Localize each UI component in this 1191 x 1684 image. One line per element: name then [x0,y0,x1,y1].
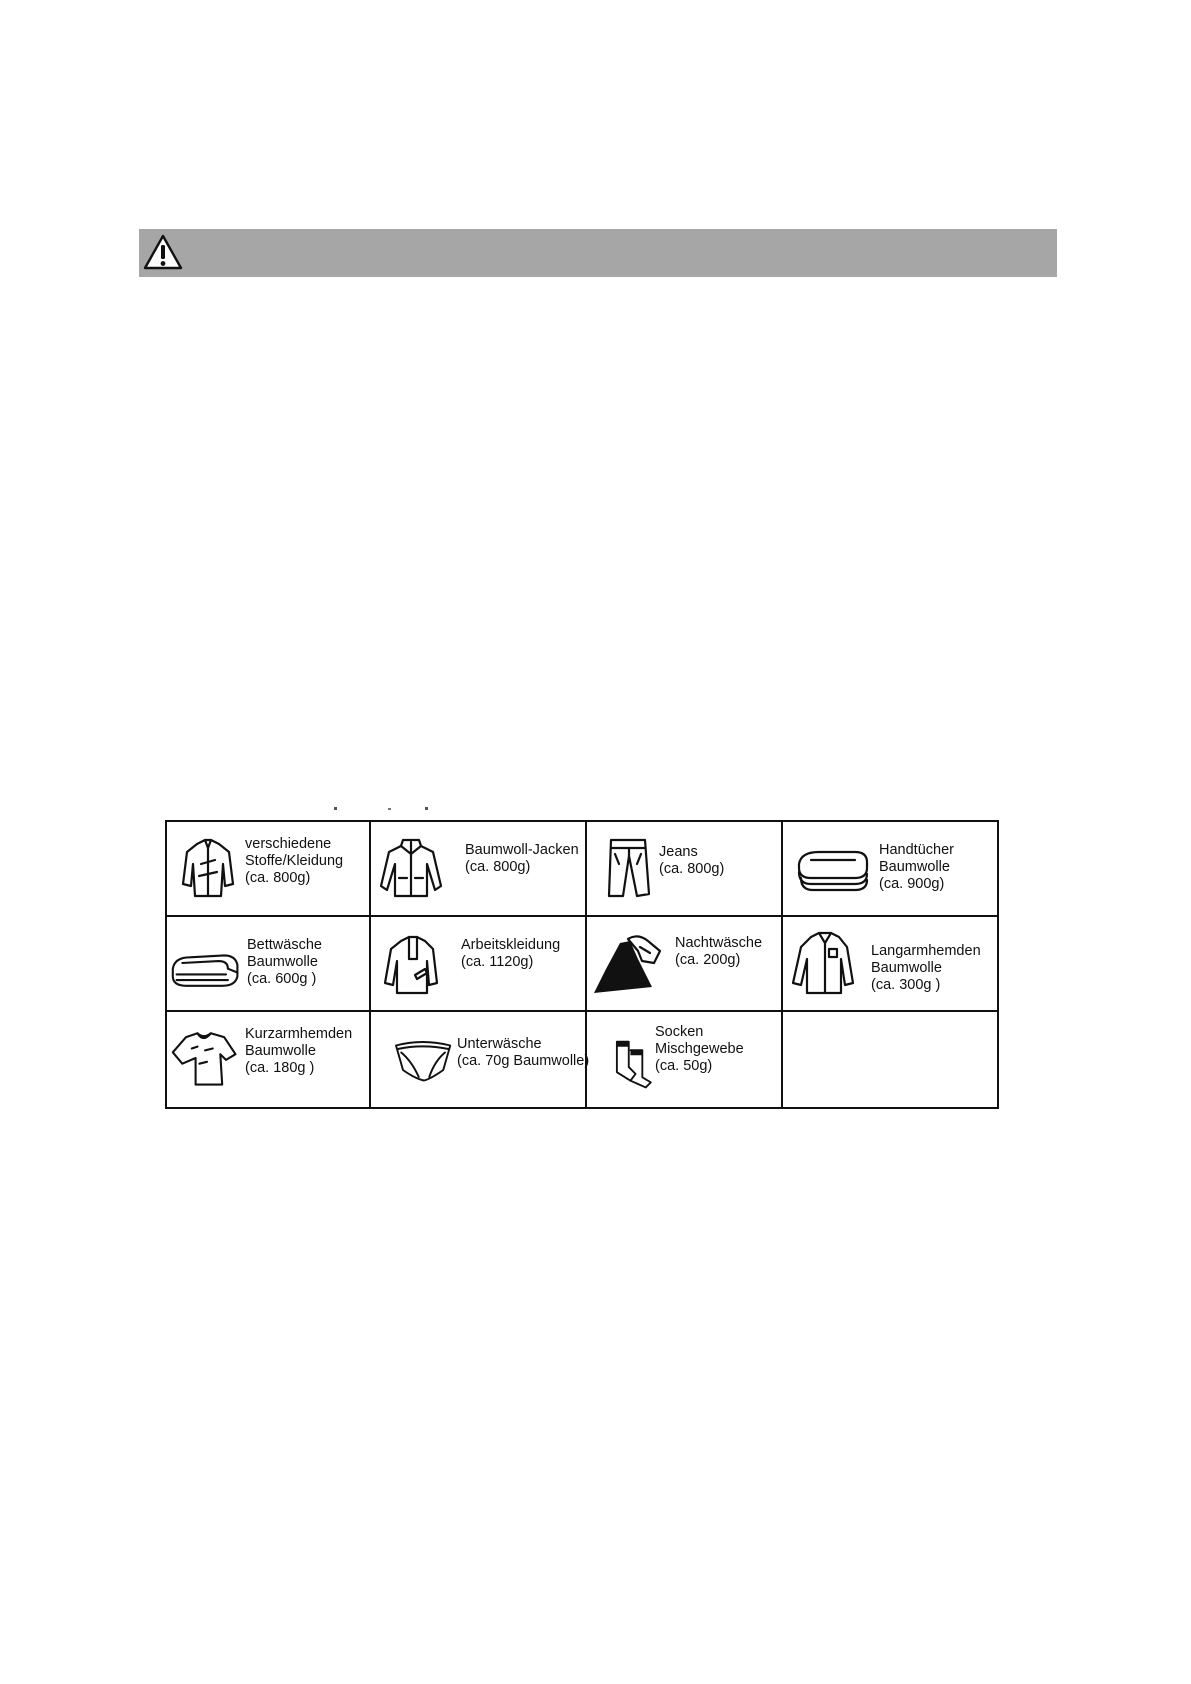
shirt-icon [175,834,241,902]
cell-line: Socken [655,1024,704,1040]
cell-line: Baumwoll-Jacken [465,842,579,858]
cell-line: (ca. 900g) [879,876,945,892]
warning-triangle-icon [142,233,184,271]
cell-text [247,937,322,988]
table-cell [371,822,587,917]
cell-text [659,844,724,878]
table-cell [167,917,371,1012]
underwear-icon [389,1022,459,1090]
cell-line: Nachtwäsche [675,935,763,951]
cell-line: (ca. 800g) [659,861,725,877]
cell-text [457,1036,589,1070]
cell-line: verschiedene [245,836,332,852]
cell-line: Handtücher [879,842,954,858]
cell-line: (ca. 800g) [245,870,311,886]
cell-line: (ca. 1120g) [461,954,534,970]
cell-line: Arbeitskleidung [461,937,561,953]
towels-icon [791,834,871,902]
cell-line: (ca. 200g) [675,952,741,968]
table-cell [371,1012,590,1107]
cell-line: Mischgewebe [655,1041,744,1057]
table-cell [167,1012,371,1107]
table-cell [587,1012,783,1107]
cell-line: Baumwolle [871,960,942,976]
laundry-weight-table [165,820,999,1109]
cell-line: Unterwäsche [457,1036,542,1052]
empty-table-cell [783,1012,997,1107]
table-cell [783,917,997,1012]
cell-line: (ca. 50g) [655,1058,713,1074]
cell-text [461,937,560,971]
cell-text [675,935,762,969]
cell-line: (ca. 70g Baumwolle) [457,1053,590,1069]
jacket-icon [379,834,445,902]
scan-artifact [330,806,450,812]
cell-text [879,842,954,893]
cell-text [655,1024,744,1075]
warning-bar [139,229,1057,277]
cell-text [871,943,981,994]
cell-line: Kurzarmhemden [245,1026,353,1042]
long-sleeve-shirt-icon [791,929,857,997]
cell-line: (ca. 800g) [465,859,531,875]
cell-text [245,836,343,887]
cell-line: Stoffe/Kleidung [245,853,344,869]
cell-line: Baumwolle [245,1043,316,1059]
cell-line: (ca. 300g ) [871,977,941,993]
cell-text [465,842,579,876]
socks-icon [605,1028,661,1096]
table-cell [167,822,371,917]
jeans-icon [595,834,661,902]
table-cell [587,822,783,917]
cell-line: Baumwolle [879,859,950,875]
bed-linen-icon [169,929,245,997]
table-cell [783,822,997,917]
cell-line: Baumwolle [247,954,318,970]
cell-line: Jeans [659,844,698,860]
t-shirt-icon [169,1024,245,1092]
cell-line: Bettwäsche [247,937,322,953]
table-cell [371,917,587,1012]
cell-line: (ca. 180g ) [245,1060,315,1076]
table-cell [587,917,783,1012]
cell-text [245,1026,352,1077]
cell-line: Langarmhemden [871,943,981,959]
nightwear-icon [589,929,671,997]
work-clothes-icon [379,929,445,997]
cell-line: (ca. 600g ) [247,971,317,987]
